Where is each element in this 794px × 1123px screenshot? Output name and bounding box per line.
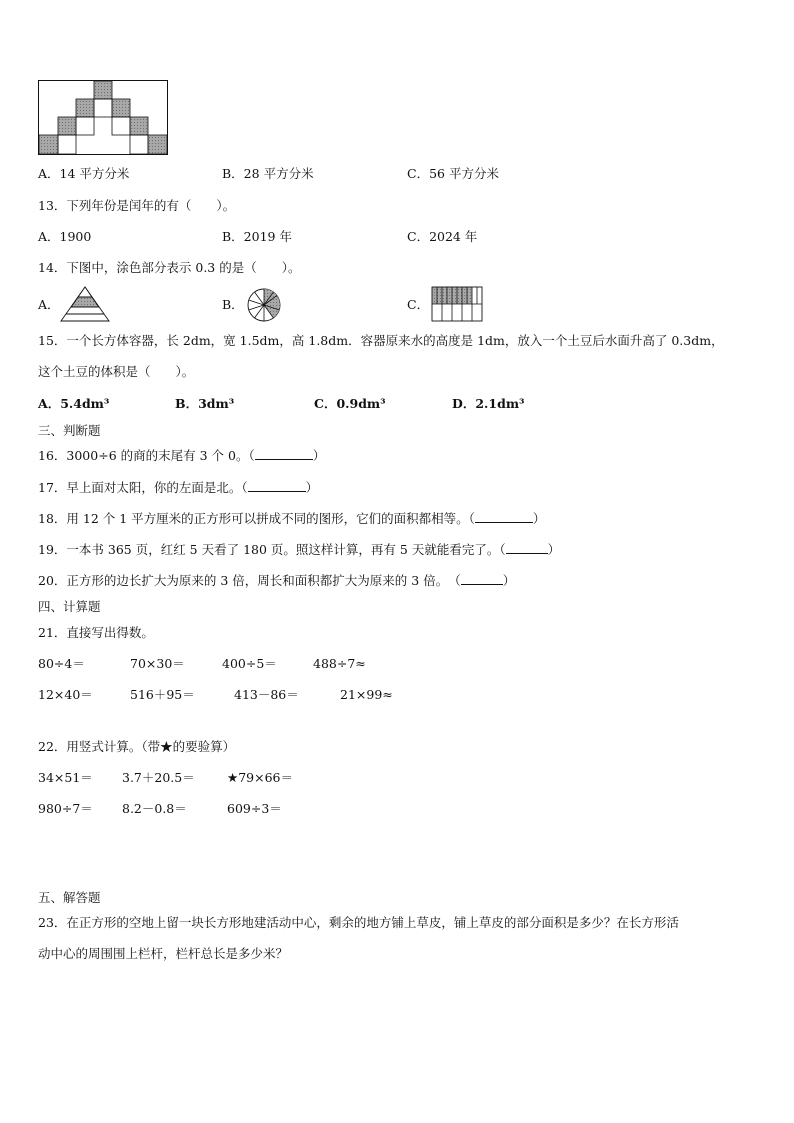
shaded-square xyxy=(130,117,148,135)
question-18-text: 18．用 12 个 1 平方厘米的正方形可以拼成不同的图形，它们的面积都相等。（ xyxy=(38,511,475,526)
q14-option-c: C． xyxy=(407,297,430,312)
question-19-text: 19．一本书 365 页，红红 5 天看了 180 页。照这样计算，再有 5 天就能看完了。（ xyxy=(38,542,506,557)
calc-item: 413－86＝ xyxy=(234,687,299,702)
shaded-square xyxy=(148,135,167,154)
q14-option-a: A． xyxy=(38,297,60,312)
calc-item: 80÷4＝ xyxy=(38,656,85,671)
shaded-square xyxy=(94,81,112,99)
calc-item: 34×51＝ xyxy=(38,770,93,785)
question-19 xyxy=(38,541,560,558)
section-5-heading: 五、解答题 xyxy=(38,890,101,905)
q15-option-b: B．3dm³ xyxy=(175,396,235,411)
answer-blank[interactable] xyxy=(475,510,533,523)
calc-item: 3.7＋20.5＝ xyxy=(122,770,195,785)
calc-item: 70×30＝ xyxy=(130,656,185,671)
q13-option-a: A．1900 xyxy=(38,229,92,244)
calc-item: 980÷7＝ xyxy=(38,801,93,816)
question-16-text: 16．3000÷6 的商的末尾有 3 个 0。（ xyxy=(38,448,255,463)
shaded-square xyxy=(112,99,130,117)
question-18-close: ） xyxy=(532,511,546,526)
shaded-circle-icon xyxy=(246,287,282,323)
question-15-line-2: 这个土豆的体积是（ ）。 xyxy=(38,364,195,379)
calc-item: 21×99≈ xyxy=(340,687,393,702)
question-20-close: ） xyxy=(502,573,516,588)
question-14-stem: 14．下图中，涂色部分表示 0.3 的是（ ）。 xyxy=(38,260,301,275)
q12-option-c: C．56 平方分米 xyxy=(407,166,499,181)
q12-option-b: B．28 平方分米 xyxy=(222,166,314,181)
question-21-stem: 21．直接写出得数。 xyxy=(38,625,154,640)
staircase-squares-figure xyxy=(38,80,169,156)
q15-option-d: D．2.1dm³ xyxy=(452,396,525,411)
question-19-close: ） xyxy=(547,542,561,557)
q13-option-c: C．2024 年 xyxy=(407,229,478,244)
shaded-triangle-icon xyxy=(60,286,110,322)
q15-option-a: A．5.4dm³ xyxy=(38,396,110,411)
answer-blank[interactable] xyxy=(248,479,306,492)
question-22-stem: 22．用竖式计算。（带★的要验算） xyxy=(38,739,236,754)
calc-item: 8.2－0.8＝ xyxy=(122,801,187,816)
section-4-heading: 四、计算题 xyxy=(38,599,101,614)
calc-item: ★79×66＝ xyxy=(227,770,293,785)
q14-option-b: B． xyxy=(222,297,244,312)
question-17-text: 17．早上面对太阳，你的左面是北。（ xyxy=(38,480,248,495)
calc-item: 400÷5＝ xyxy=(222,656,277,671)
shaded-square xyxy=(58,117,76,135)
question-20-text: 20．正方形的边长扩大为原来的 3 倍，周长和面积都扩大为原来的 3 倍。 （ xyxy=(38,573,461,588)
question-20 xyxy=(38,572,515,589)
question-16 xyxy=(38,447,325,464)
q13-option-b: B．2019 年 xyxy=(222,229,292,244)
question-23-line-1: 23．在正方形的空地上留一块长方形地建活动中心，剩余的地方铺上草皮，铺上草皮的部分面积是多少？在长方形活 xyxy=(38,915,679,930)
question-15-line-1: 15．一个长方体容器，长 2dm，宽 1.5dm，高 1.8dm．容器原来水的高度是 1dm，放入一个土豆后水面升高了 0.3dm， xyxy=(38,333,724,348)
shaded-square xyxy=(76,99,94,117)
section-3-heading: 三、判断题 xyxy=(38,423,101,438)
q12-option-a: A．14 平方分米 xyxy=(38,166,130,181)
shaded-grid-icon xyxy=(431,286,483,322)
calc-item: 609÷3＝ xyxy=(227,801,282,816)
answer-blank[interactable] xyxy=(506,541,548,554)
question-16-close: ） xyxy=(312,448,326,463)
question-18 xyxy=(38,510,545,527)
calc-item: 516＋95＝ xyxy=(130,687,195,702)
shaded-square xyxy=(39,135,58,154)
answer-blank[interactable] xyxy=(255,447,313,460)
calc-item: 488÷7≈ xyxy=(313,656,366,671)
answer-blank[interactable] xyxy=(461,572,503,585)
question-13-stem: 13．下列年份是闰年的有（ ）。 xyxy=(38,198,236,213)
question-17 xyxy=(38,479,318,496)
question-23-line-2: 动中心的周围围上栏杆，栏杆总长是多少米？ xyxy=(38,946,289,961)
question-17-close: ） xyxy=(305,480,319,495)
q15-option-c: C．0.9dm³ xyxy=(314,396,386,411)
calc-item: 12×40＝ xyxy=(38,687,93,702)
